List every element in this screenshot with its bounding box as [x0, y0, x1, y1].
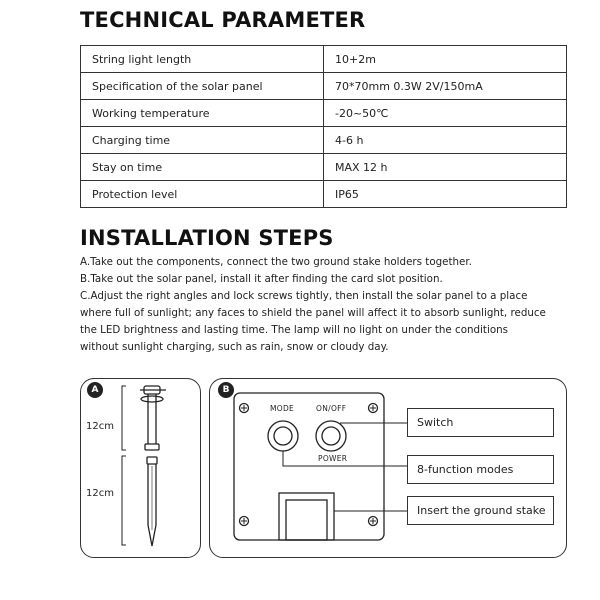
upper-length-label: 12cm [86, 421, 114, 432]
step-c-text-4: without sunlight charging, such as rain, snow or cloudy day. [80, 341, 389, 353]
step-c-text-2: where full of sunlight; any faces to shield the panel will affect it to absorb sunlight, reduce [80, 307, 546, 319]
screw-icon [240, 517, 249, 526]
param-label: Specification of the solar panel [81, 73, 324, 100]
param-label: Working temperature [81, 100, 324, 127]
solar-panel-back-illustration [234, 393, 407, 540]
power-label: POWER [318, 454, 348, 463]
screw-icon [369, 404, 378, 413]
onoff-label: ON/OFF [316, 404, 347, 413]
power-button-icon [316, 421, 346, 451]
step-b-text: B.Take out the solar panel, install it after finding the card slot position. [80, 273, 443, 285]
step-c-text-1: C.Adjust the right angles and lock screws tightly, then install the solar panel to a place [80, 290, 528, 302]
param-value: 4-6 h [324, 127, 567, 154]
installation-steps-heading: INSTALLATION STEPS [80, 226, 334, 250]
step-a-text: A.Take out the components, connect the two ground stake holders together. [80, 256, 472, 268]
param-value: 70*70mm 0.3W 2V/150mA [324, 73, 567, 100]
function-modes-callout: 8-function modes [407, 455, 554, 484]
mode-label: MODE [270, 404, 295, 413]
param-label: Protection level [81, 181, 324, 208]
ground-stake-illustration [122, 386, 166, 546]
param-value: -20~50℃ [324, 100, 567, 127]
ground-stake-callout: Insert the ground stake [407, 496, 554, 525]
screw-icon [369, 517, 378, 526]
param-label: String light length [81, 46, 324, 73]
param-value: MAX 12 h [324, 154, 567, 181]
mode-button-icon [268, 421, 298, 451]
param-label: Charging time [81, 127, 324, 154]
switch-callout: Switch [407, 408, 554, 437]
diagram-b-badge: B [218, 382, 234, 398]
diagram-a-badge: A [87, 382, 103, 398]
screw-icon [240, 404, 249, 413]
param-value: 10+2m [324, 46, 567, 73]
param-value: IP65 [324, 181, 567, 208]
lower-length-label: 12cm [86, 488, 114, 499]
param-label: Stay on time [81, 154, 324, 181]
stake-slot-icon [279, 493, 334, 540]
step-c-text-3: the LED brightness and lasting time. The lamp will no light on under the conditions [80, 324, 509, 336]
technical-parameter-heading: TECHNICAL PARAMETER [80, 8, 366, 32]
